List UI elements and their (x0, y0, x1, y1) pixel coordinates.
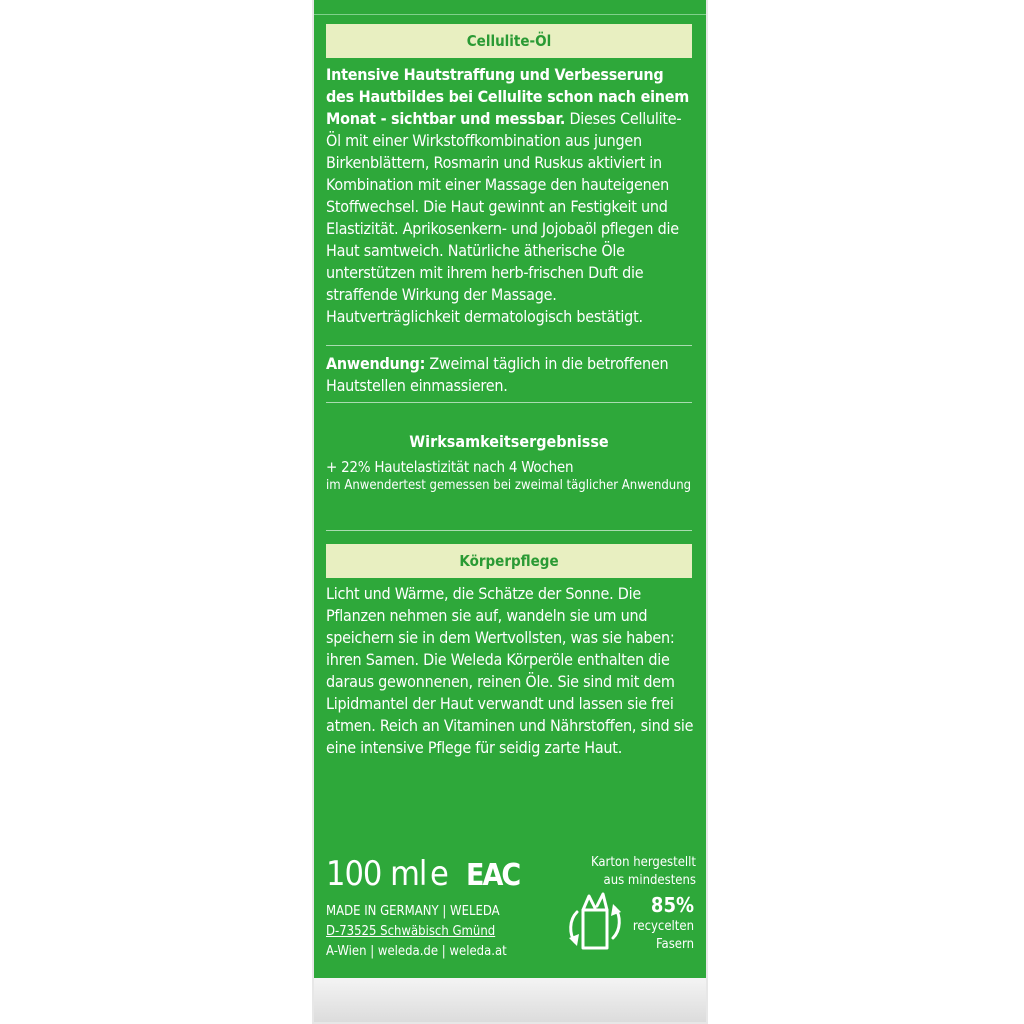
package-bottom-edge (314, 978, 706, 1022)
section-title-cellulite: Cellulite-Öl (326, 24, 692, 58)
results-title: Wirksamkeitsergebnisse (409, 432, 609, 451)
koerperpflege-text: Licht und Wärme, die Schätze der Sonne. Die Pflanzen nehmen sie auf, wandeln sie um und speichern sie in dem Wertvollsten, was sie haben: ihren Samen. Die Weleda Körperöle enthalten die daraus gewonnenen, reinen Öle. Sie sind mit dem Lipidmantel der Haut verwandt und lassen sie frei atmen. Reich an Vitaminen und Nährstoffen, sind sie eine intensive Pflege für seidig zarte Haut. (326, 584, 694, 757)
address-line: MADE IN GERMANY | WELEDA (326, 904, 500, 919)
usage-instructions (326, 353, 694, 397)
description-body: Dieses Cellulite-Öl mit einer Wirkstoffkombination aus jungen Birkenblättern, Rosmarin und Ruskus aktiviert in Kombination mit einer Massage den hauteigenen Stoffwechsel. Die Haut gewinnt an Festigkeit und Elastizität. Aprikosenkern- und Jojobaöl pflegen die Haut samtweich. Natürliche ätherische Öle unterstützen mit ihrem herb-frischen Duft die straffende Wirkung der Massage. Hautverträglichkeit dermatologisch bestätigt. (326, 109, 682, 326)
recycle-note-2 (616, 918, 694, 954)
results-line-2: im Anwendertest gemessen bei zweimal täglicher Anwendung (326, 478, 692, 493)
results-line-1: + 22% Hautelastizität nach 4 Wochen (326, 458, 574, 476)
divider (326, 345, 692, 346)
estimated-sign-icon: e (430, 854, 449, 894)
divider (326, 530, 692, 531)
recycle-line-2: aus mindestens (603, 873, 696, 888)
description-intro: Intensive Hautstraffung und Verbesserung des Hautbildes bei Cellulite schon nach einem Monat - sichtbar und messbar. (326, 65, 690, 128)
section-title-koerperpflege: Körperpflege (326, 544, 692, 578)
usage-text: Zweimal täglich in die betroffenen Hautstellen einmassieren. (326, 354, 669, 395)
recycle-line-1: Karton hergestellt (590, 855, 696, 870)
recycle-percent: 85% (650, 893, 694, 917)
eac-mark-icon: EAC (466, 858, 520, 893)
recycle-note (572, 854, 696, 890)
product-description (326, 64, 694, 328)
top-fold-line (314, 14, 706, 15)
usage-label: Anwendung: (326, 354, 426, 373)
manufacturer-address (326, 902, 507, 962)
divider (326, 402, 692, 403)
address-line: A-Wien | weleda.de | weleda.at (326, 944, 507, 959)
recycle-line-3: recycelten (632, 919, 694, 934)
recycle-line-4: Fasern (656, 937, 694, 952)
address-line: D-73525 Schwäbisch Gmünd (326, 924, 496, 939)
volume-label: 100 ml (326, 854, 427, 894)
